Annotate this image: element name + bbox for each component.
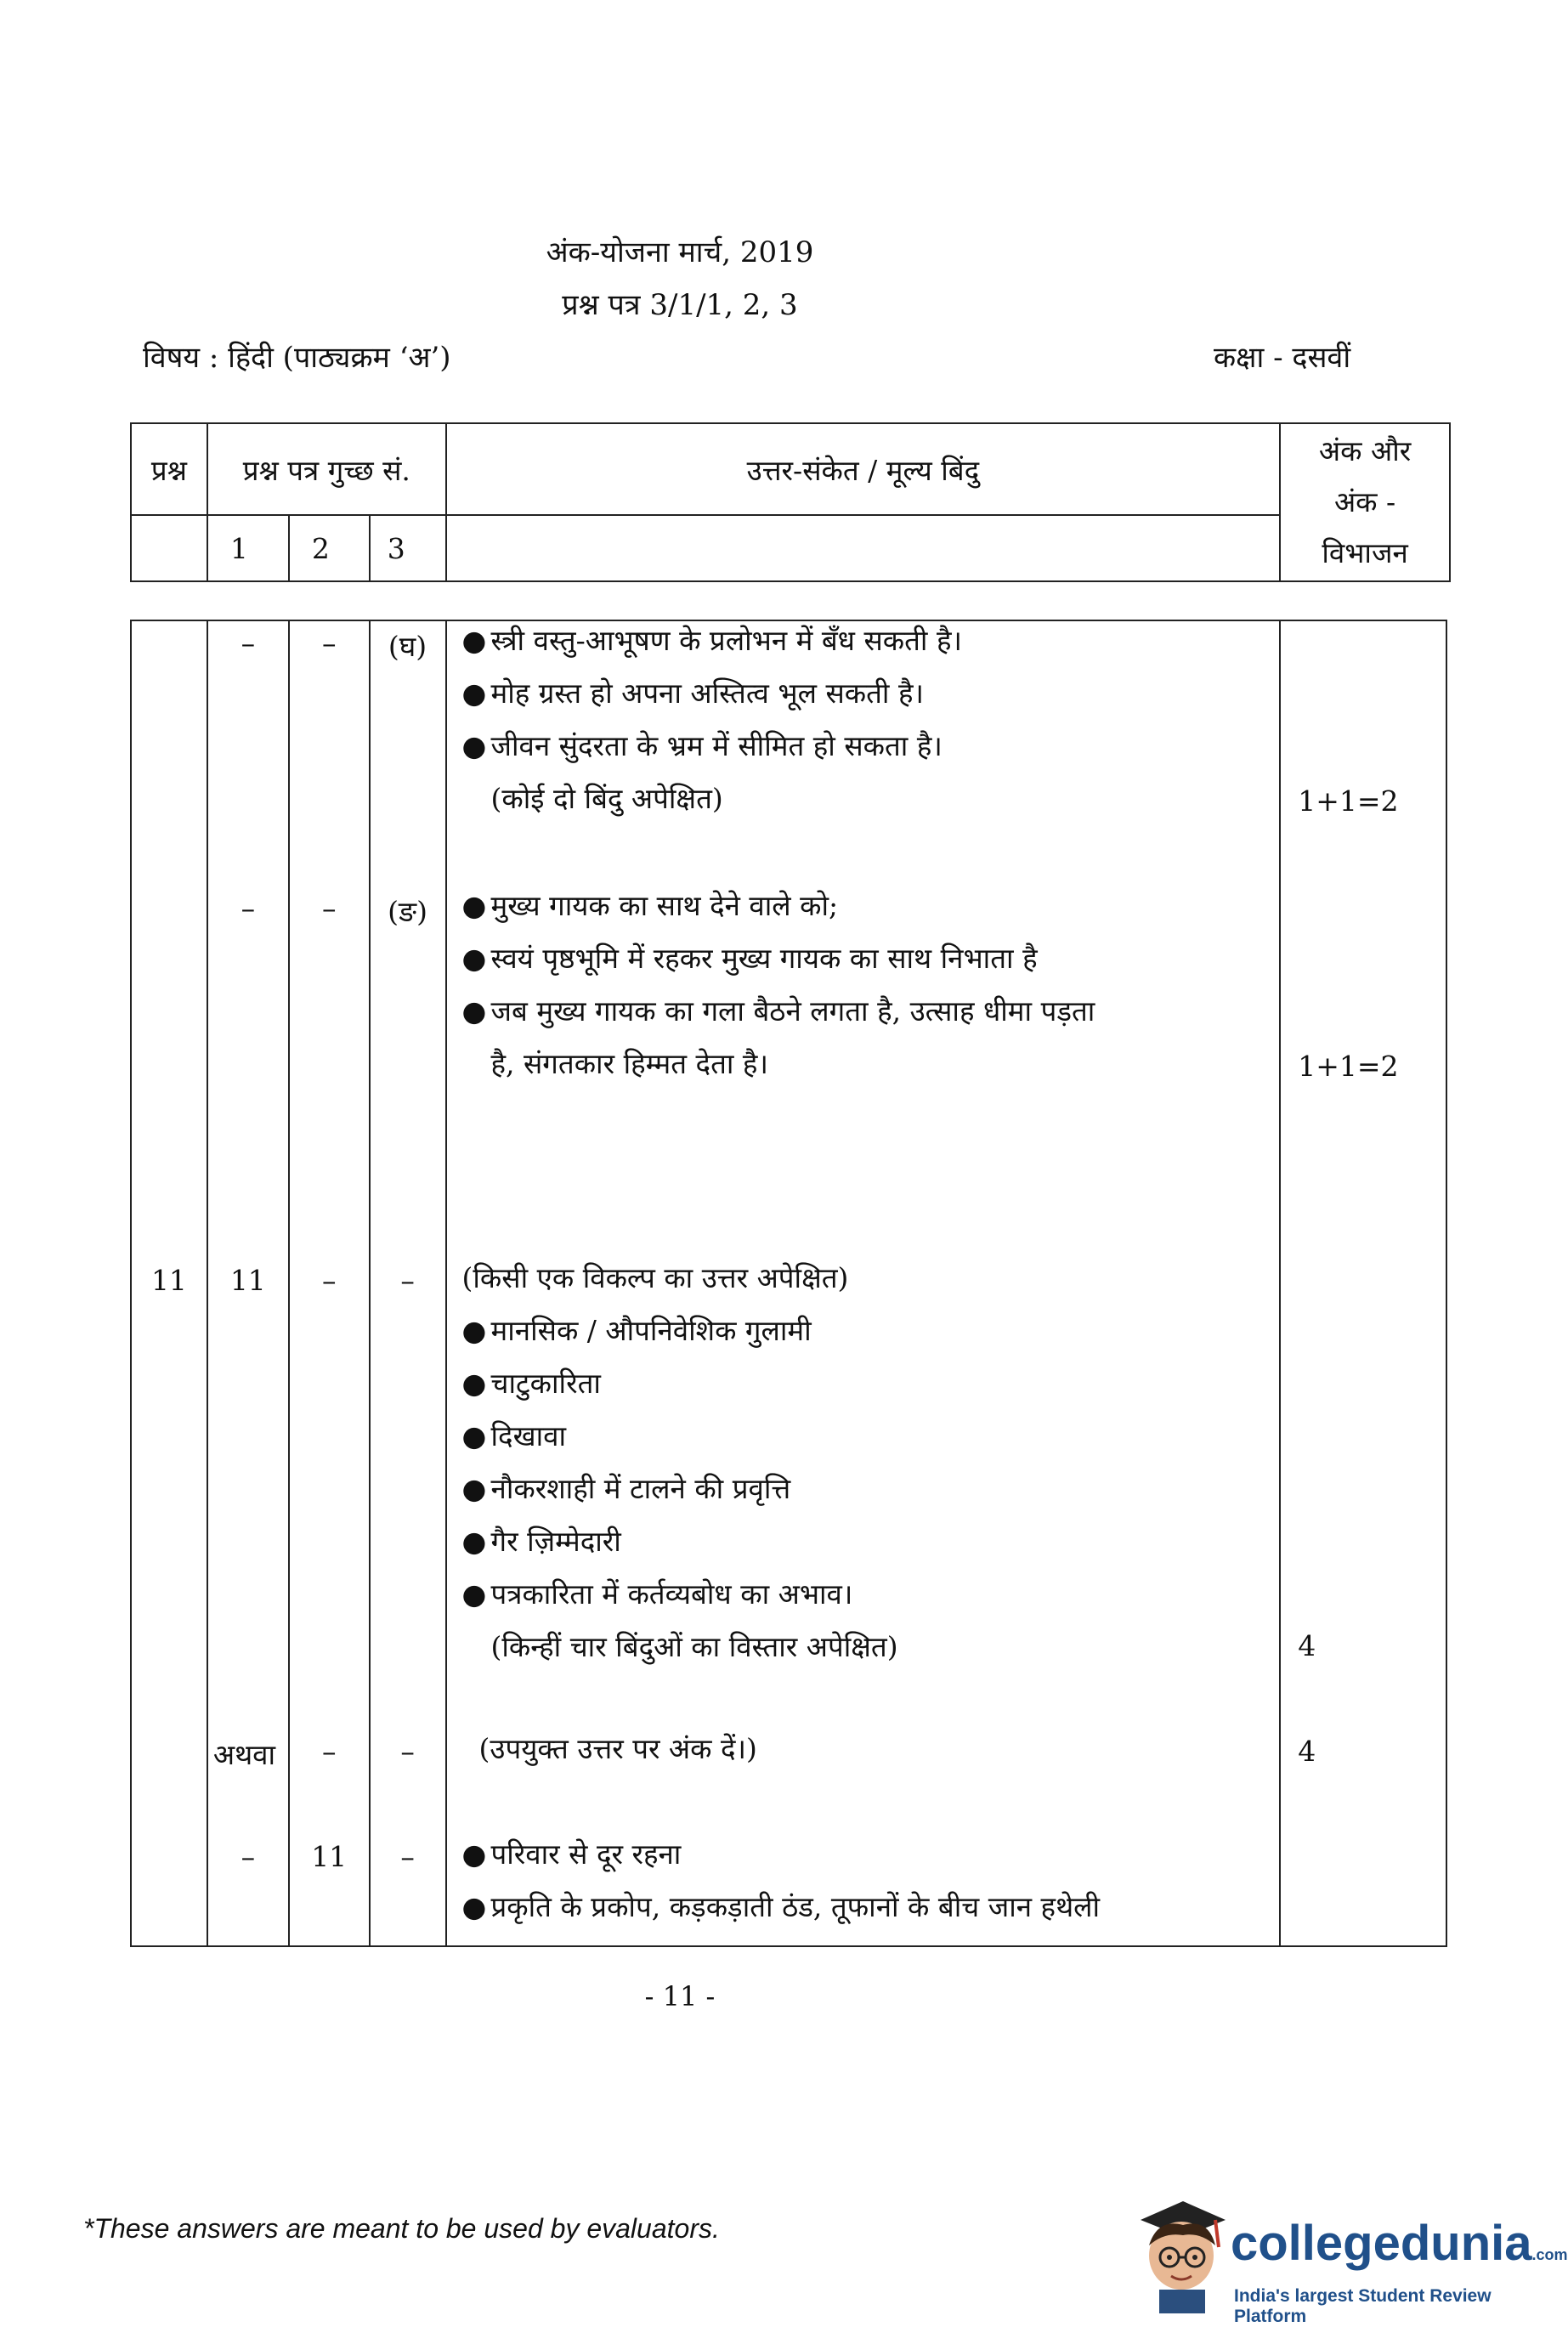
class-label: कक्षा - दसवीं <box>1214 341 1351 375</box>
marks-nga: 1+1=2 <box>1298 1050 1399 1083</box>
list-item: ● गैर ज़िम्मेदारी <box>462 1515 1271 1568</box>
answer-column <box>446 620 1281 1946</box>
answer-block-set2 <box>462 1828 1271 1934</box>
bullet-icon: ● <box>461 994 487 1028</box>
set-1-set2: – <box>241 1840 256 1873</box>
header-set-3: 3 <box>370 515 446 581</box>
set-3-nga: (ङ) <box>388 895 427 928</box>
header-set-2: 2 <box>289 515 370 581</box>
set-1-q11: 11 <box>229 1264 266 1297</box>
answer-intro: (किसी एक विकल्प का उत्तर अपेक्षित) <box>461 1261 849 1294</box>
marks-q11: 4 <box>1298 1629 1316 1662</box>
question-paper-code: प्रश्न पत्र 3/1/1, 2, 3 <box>562 288 798 322</box>
student-mascot-icon <box>1124 2194 1234 2313</box>
set-2-athva: – <box>321 1735 337 1768</box>
list-item: ● स्त्री वस्तु-आभूषण के प्रलोभन में बँध सकती है। <box>462 614 1271 667</box>
list-item: ● दिखावा <box>462 1410 1271 1463</box>
set-3-q11: – <box>400 1264 415 1297</box>
bullet-icon: ● <box>461 1525 487 1558</box>
list-item: ● मानसिक / औपनिवेशिक गुलामी <box>462 1305 1271 1357</box>
marks-gha: 1+1=2 <box>1298 784 1399 818</box>
set-3-athva: – <box>400 1735 415 1768</box>
list-item: ● जब मुख्य गायक का गला बैठने लगता है, उत्साह धीमा पड़ता <box>462 985 1271 1038</box>
list-item: ● मुख्य गायक का साथ देने वाले को; <box>462 880 1271 932</box>
list-item: ● जीवन सुंदरता के भ्रम में सीमित हो सकता है। <box>462 720 1271 773</box>
collegedunia-logo: collegedunia.com <box>1231 2216 1568 2271</box>
set-1-athva: अथवा <box>212 1738 276 1771</box>
bullet-icon: ● <box>461 1890 487 1923</box>
bullet-icon: ● <box>461 942 487 975</box>
set-2-nga: – <box>321 892 337 925</box>
answer-block-gha <box>462 614 1271 825</box>
header-empty-cell <box>446 515 1280 581</box>
logo-tagline: India's largest Student Review Platform <box>1234 2286 1492 2326</box>
question-number: 11 <box>150 1264 187 1297</box>
page-number: - 11 - <box>644 1980 716 2013</box>
set-3-set2: – <box>400 1840 415 1873</box>
bullet-icon: ● <box>461 1837 487 1871</box>
bullet-icon: ● <box>461 889 487 922</box>
answer-block-q11 <box>462 1252 1271 1673</box>
bullet-icon: ● <box>461 1419 487 1452</box>
list-item: ● प्रकृति के प्रकोप, कड़कड़ाती ठंड, तूफानों के बीच जान हथेली <box>462 1881 1271 1934</box>
subject-label: विषय : हिंदी (पाठ्यक्रम ‘अ’) <box>143 341 451 375</box>
set-2-q11: – <box>321 1264 337 1297</box>
set-2-gha: – <box>321 626 337 660</box>
set-1-gha: – <box>241 626 256 660</box>
list-item: ● नौकरशाही में टालने की प्रवृत्ति <box>462 1463 1271 1515</box>
bullet-icon: ● <box>461 1472 487 1505</box>
list-item: ● पत्रकारिता में कर्तव्यबोध का अभाव। <box>462 1568 1271 1621</box>
bullet-icon: ● <box>461 1367 487 1400</box>
answer-note: (किन्हीं चार बिंदुओं का विस्तार अपेक्षित) <box>490 1630 898 1663</box>
header-empty-cell <box>131 515 207 581</box>
set-1-column <box>207 620 289 1946</box>
answer-block-nga <box>462 880 1271 1090</box>
bullet-icon: ● <box>461 1577 487 1611</box>
bullet-icon: ● <box>461 729 487 762</box>
header-marks-line-3: विभाजन <box>1322 536 1408 569</box>
header-question-set: प्रश्न पत्र गुच्छ सं. <box>207 423 446 515</box>
list-item: ● मोह ग्रस्त हो अपना अस्तित्व भूल सकती है। <box>462 667 1271 720</box>
set-2-set2: 11 <box>311 1840 348 1873</box>
header-table <box>130 422 1451 582</box>
list-item-continuation: है, संगतकार हिम्मत देता है। <box>490 1047 768 1080</box>
answer-note: (कोई दो बिंदु अपेक्षित) <box>490 782 723 815</box>
set-1-nga: – <box>241 892 256 925</box>
answer-block-athva <box>479 1723 1271 1775</box>
bullet-icon: ● <box>461 624 487 657</box>
bullet-icon: ● <box>461 677 487 710</box>
answer-text: (उपयुक्त उत्तर पर अंक दें।) <box>478 1732 757 1765</box>
set-3-column <box>370 620 446 1946</box>
header-set-1: 1 <box>207 515 289 581</box>
header-marks-line-1: अंक और <box>1318 434 1412 467</box>
header-marks <box>1280 423 1450 581</box>
set-3-gha: (घ) <box>388 630 427 663</box>
question-column <box>131 620 207 1946</box>
marks-athva: 4 <box>1298 1735 1316 1768</box>
marking-scheme-title: अंक-योजना मार्च, 2019 <box>546 235 814 269</box>
header-answer-points: उत्तर-संकेत / मूल्य बिंदु <box>446 423 1280 515</box>
header-question: प्रश्न <box>131 423 207 515</box>
bullet-icon: ● <box>461 1314 487 1347</box>
list-item: ● परिवार से दूर रहना <box>462 1828 1271 1881</box>
list-item: ● चाटुकारिता <box>462 1357 1271 1410</box>
answer-table <box>130 620 1447 1947</box>
set-2-column <box>289 620 370 1946</box>
marks-column <box>1280 620 1446 1946</box>
evaluator-note: *These answers are meant to be used by evaluators. <box>83 2213 720 2244</box>
list-item: ● स्वयं पृष्ठभूमि में रहकर मुख्य गायक का साथ निभाता है <box>462 932 1271 985</box>
header-marks-line-2: अंक - <box>1333 485 1396 518</box>
